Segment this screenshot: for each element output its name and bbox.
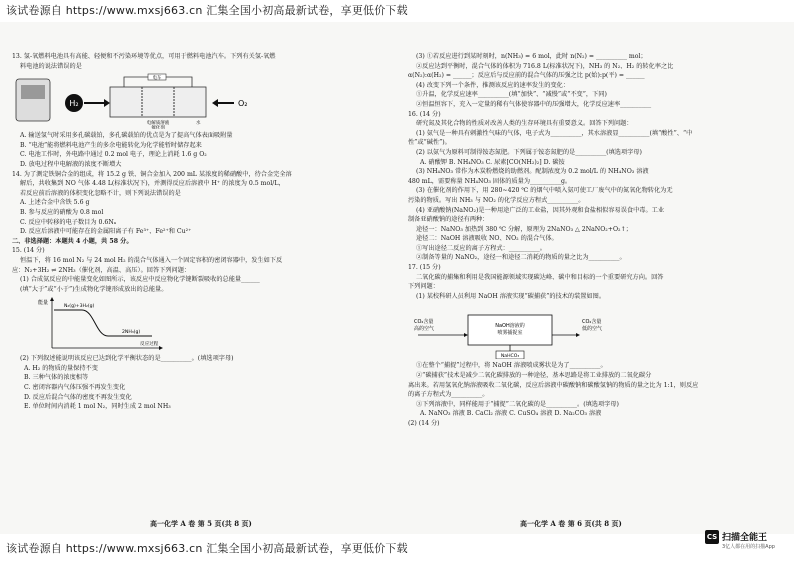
water-label: 水 [196, 121, 201, 127]
question-text-line: (填“大于”或“小于”)生成物化学键形成放出的总能量。 [20, 285, 168, 293]
co2-out-label: CO₂含量 [582, 319, 602, 326]
question-text-line: (1) 氨气是一种具有刺激性气味的气体，电子式为__________，其水溶液显__________(填“酸性”、“中 [416, 129, 693, 137]
o2-label: O₂ [238, 99, 248, 109]
question-text-line: (1) 合成氨反应的中能量变化如图所示，该反应中反应物化学键断裂吸收的总能量______ [20, 276, 260, 284]
figure-energy [12, 296, 384, 352]
question-text-line: 16. (14 分) [408, 110, 441, 118]
reactant-label: N₂(g)+3H₂(g) [64, 304, 95, 310]
question-text-line: 14. 为了测定铁铜合金的组成，将 15.2 g 铁、铜合金加入 200 mL 某浓度的稀硝酸中，待合金完全溶 [12, 170, 292, 178]
reaction-axis-label: 反应过程 [140, 342, 159, 348]
question-text-line: 480 mL，需要称量 NH₄NO₃ 固体的质量为__________g。 [408, 177, 572, 185]
right-page-column [408, 52, 780, 429]
question-text-line: (2) (14 分) [408, 420, 440, 427]
question-text-line: D. 放电过程中电解液的浓度不断增大 [20, 160, 122, 168]
question-text-line: C. 电池工作时，外电路中通过 0.2 mol 电子，理论上消耗 1.6 g O₂ [20, 151, 207, 159]
product-label: 2NH₃(g) [122, 330, 141, 336]
figure-fuel-cell [12, 73, 384, 129]
question-text-line: (3) NH₄NO₃ 常作为木炭粉燃烧的助燃剂。配制浓度为 0.2 mol/L 的 NH₄NO₃ 溶液 [416, 168, 649, 176]
question-text-line: 15. (14 分) [12, 247, 45, 255]
question-text-line: (2) 以氨气为原料可制得铵态氮肥。下列属于铵态氮肥的是__________(填选项字母) [416, 148, 642, 156]
question-text-line: 应：N₂+3H₂ ⇌ 2NH₃（催化剂，高温、高压）。回答下列问题： [12, 266, 191, 274]
chamber-label: NaOH溶液的 [495, 323, 525, 330]
question-text-line: 途径二：NaOH 溶液吸收 NO、NO₂ 的混合气体。 [416, 235, 558, 243]
energy-diagram [12, 296, 192, 352]
question-text-line: 若反应前后溶液的体积变化忽略不计，则下列说法错误的是 [20, 189, 181, 197]
question-text-line: B. 三种气体的浓度相等 [24, 374, 89, 382]
question-text-line: 性”或“碱性”)。 [408, 139, 451, 147]
question-text-line: (3) ①若反应进行到某时刻时，n(NH₃) = 6 mol，此时 n(N₂) = __________ mol； [416, 53, 647, 60]
source-banner-bottom[interactable]: 该试卷源自 https://www.mxsj663.cn 汇集全国小初高最新试卷，享更低价下载 [6, 542, 408, 555]
nahco3-label: NaHCO₃ [500, 354, 520, 360]
question-text-line: 17. (15 分) [408, 264, 441, 272]
co2-capture-diagram [408, 303, 628, 359]
question-text-line: A. 输送氢气时采用多孔碳载铂，多孔碳载铂的优点是为了提高气体表面吸附量 [20, 132, 233, 140]
question-text-line: ②制备等量的 NaNO₂，途径一和途径二消耗的物质的量之比为__________。 [416, 254, 626, 262]
source-banner-top[interactable]: 该试卷源自 https://www.mxsj663.cn 汇集全国小初高最新试卷，享更低价下载 [6, 4, 408, 17]
question-text-line: C. 密闭容器内气体压强不再发生变化 [24, 384, 126, 392]
page-footer-right: 高一化学 A 卷 第 6 页(共 8 页) [520, 519, 622, 528]
cell-body [110, 87, 206, 117]
question-text-line: C. 反应中转移的电子数目为 0.6Nₐ [20, 218, 117, 226]
question-text-line: 研究氮及其化合物的性质对改善人类的生存环境具有重要意义。回答下列问题： [416, 120, 633, 128]
question-text-line: (3) 在催化剂的作用下，用 280~420 ℃ 的烟气中喷入氨可使工厂废气中的氮氧化物转化为无 [416, 187, 673, 195]
question-text-line: ③下列溶液中，同样能用于“捕捉”二氧化碳的是__________。(填选项字母) [416, 400, 619, 408]
camscanner-logo-icon: CS [705, 530, 719, 544]
camscanner-tagline: 3亿人都在用的扫描App [722, 544, 775, 550]
question-text-line: 13. 氢-氧燃料电池具有高能、轻便和不污染环境等优点，可用于燃料电池汽车。下列有关氢-氧燃 [12, 53, 276, 60]
question-text-line: ①写出途径二反应的离子方程式：__________。 [416, 244, 546, 252]
page-footer-left: 高一化学 A 卷 第 5 页(共 8 页) [150, 519, 252, 528]
figure-co2 [408, 303, 780, 359]
svg-text:喷雾捕捉室: 喷雾捕捉室 [497, 330, 523, 337]
camscanner-watermark [705, 528, 793, 556]
question-text-line: (4) 改变下列一个条件，推测该反应的速率发生的变化： [416, 81, 570, 89]
question-text-line: 污染的物质。写出 NH₃ 与 NO₂ 的化学反应方程式__________。 [408, 196, 585, 204]
question-text-line: A. NaNO₃ 溶液 B. CaCl₂ 溶液 C. CuSO₄ 溶液 D. Na₂CO₃ 溶液 [420, 410, 602, 418]
question-text-line: 解后，共收集到 NO 气体 4.48 L(标准状况下)，并测得反应后溶液中 H⁺ 的浓度为 0.5 mol/L， [20, 180, 285, 188]
question-text-line: (4) 亚硝酸钠(NaNO₂)是一种用途广泛的工业盐，因其外观和食盐相似容易误食中毒。工业 [416, 206, 665, 214]
question-text-line: 离出来。若用氢氧化钠溶液吸收二氧化碳，反应后溶液中碳酸钠和碳酸氢钠的物质的量之比为 1:1，则反应 [408, 381, 699, 389]
question-text-line: 制备亚硝酸钠的途径有两种： [408, 216, 489, 224]
load-label: 电车 [152, 76, 162, 82]
svg-text:高的空气: 高的空气 [414, 326, 435, 333]
question-text-line: D. 反应后溶液中可能存在的金属阳离子有 Fe³⁺、Fe²⁺和 Cu²⁺ [20, 228, 192, 236]
question-text-line: B. “电池”能将燃料电池产生的多余电能转化为化学能暂时储存起来 [20, 141, 202, 149]
question-text-line: (2) 下列叙述能说明该反应已达到化学平衡状态的是__________。(填选项字母) [20, 355, 234, 363]
camscanner-name: 扫描全能王 [722, 533, 768, 543]
svg-text:低的空气: 低的空气 [582, 326, 603, 333]
question-text-line: 料电池的说法错误的是 [20, 62, 82, 70]
question-text-line: B. 参与反应的硝酸为 0.8 mol [20, 208, 104, 216]
question-text-line: ②反应达到平衡时，混合气体的体积为 716.8 L(标准状况下)，NH₃ 的 N₂、H₂ 的转化率之比 [416, 62, 674, 70]
question-text-line: α(N₂):α(H₂) = ______；反应后与反应前的混合气体的压强之比 p(始):p(平) = ______ [408, 72, 645, 80]
question-text-line: ②“碳捕获”技术是减少二氧化碳排放的一种途径，基本思路是将工业排放的二氧化碳分 [416, 372, 652, 380]
h2-label: H₂ [69, 99, 79, 109]
question-text-line: ②恒温恒容下，充入一定量的稀有气体使容器中的压强增大，化学反应速率__________ [416, 100, 652, 108]
co2-in-label: CO₂含量 [414, 319, 434, 326]
question-text-line: 的离子方程式为__________。 [408, 391, 489, 399]
question-text-line: A. 硝酸钾 B. NH₄NO₃ C. 尿素[CO(NH₂)₂] D. 碳铵 [420, 158, 565, 166]
question-text-line: 二、非选择题：本题共 4 小题，共 58 分。 [12, 237, 133, 245]
left-page-column [12, 52, 384, 412]
energy-axis-label: 能量 [38, 300, 49, 307]
question-text-line: E. 单位时间内消耗 1 mol N₂，同时生成 2 mol NH₃ [24, 403, 171, 411]
question-text-line: (1) 某校科研人员利用 NaOH 溶液实现“碳捕获”的技术的装置如图。 [416, 292, 606, 300]
question-text-line: A. 上述合金中含铁 5.6 g [20, 199, 90, 207]
svg-text:催化剂: 催化剂 [151, 126, 165, 130]
question-text-line: A. H₂ 的物质的量保持不变 [24, 364, 98, 372]
question-text-line: 二氧化碳的捕集和利用是我国能源领域实现碳达峰、碳中和目标的一个重要研究方向。回答 [416, 273, 664, 281]
question-text-line: 下列问题： [408, 283, 439, 291]
electrolyte-label: 电解质溶液 [146, 121, 170, 127]
question-text-line: 途径一：NaNO₃ 加热到 380 ℃ 分解，原理为 2NaNO₃ △ 2NaNO₂+O₂↑； [416, 225, 632, 233]
fuel-cell-diagram [12, 73, 252, 129]
question-text-line: ①升温，化学反应速率__________(填“加快”、“减慢”或“不变”，下同) [416, 91, 607, 99]
question-text-line: ①在整个“捕捉”过程中，将 NaOH 溶液喷成雾状是为了__________。 [416, 362, 607, 370]
question-text-line: 恒温下，将 16 mol N₂ 与 24 mol H₂ 的混合气体通入一个固定容积的密闭容器中，发生如下反 [20, 256, 283, 264]
exam-paper [0, 22, 794, 534]
question-text-line: D. 反应后混合气体的密度不再发生变化 [24, 393, 132, 401]
